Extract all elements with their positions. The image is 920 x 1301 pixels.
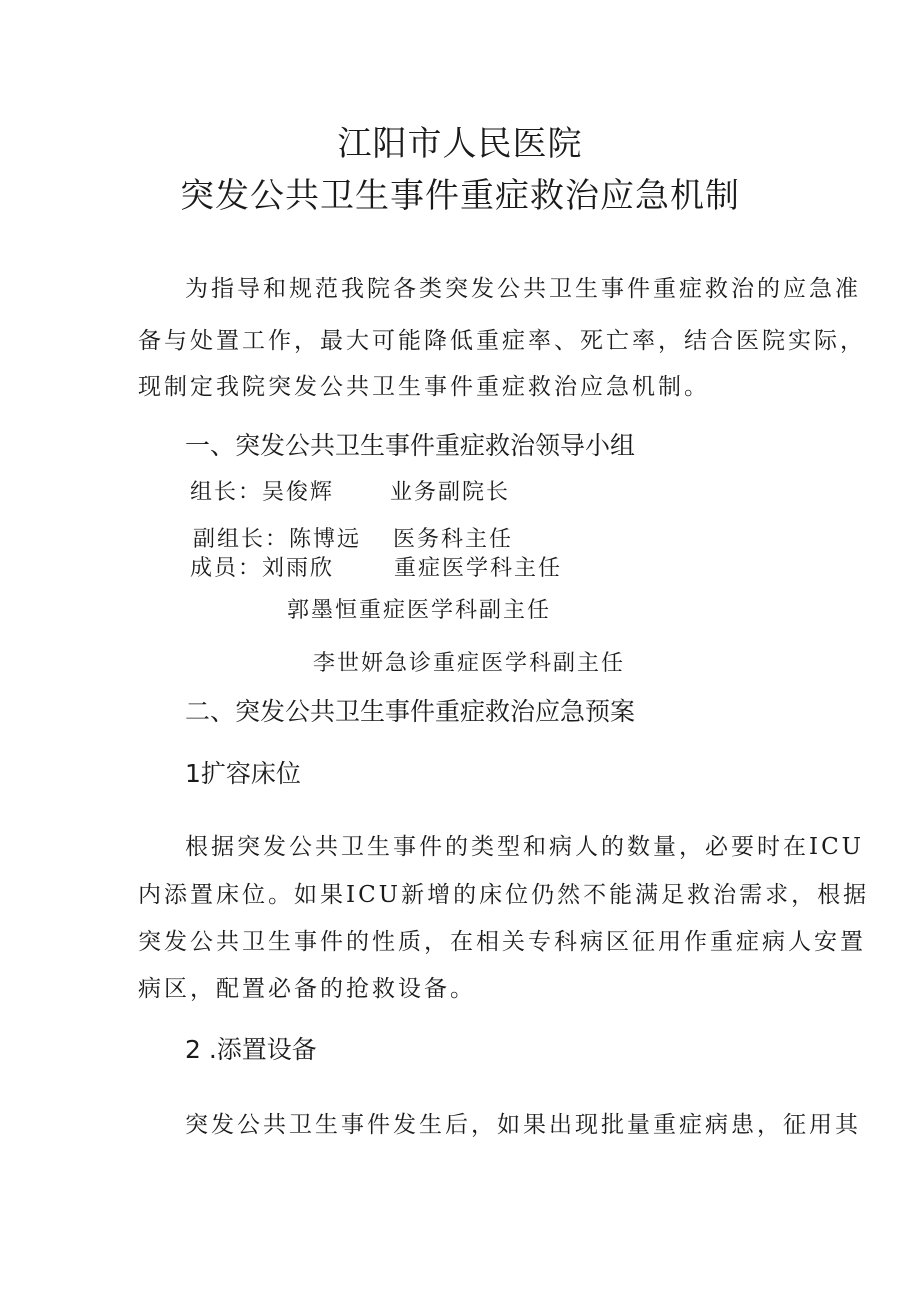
member-row — [190, 475, 710, 506]
member-role: 医务科主任 — [393, 527, 514, 552]
member-name: 副组长：陈博远 — [193, 527, 362, 552]
member-row — [193, 522, 713, 553]
member-name: 成员：刘雨欣 — [190, 556, 335, 581]
paragraph-line: 内添置床位。如果ICU新增的床位仍然不能满足救治需求，根据 — [138, 882, 870, 908]
paragraph-line: 病区，配置必备的抢救设备。 — [138, 976, 476, 1002]
subsection1-heading: 1扩容床位 — [185, 759, 301, 788]
intro-line: 现制定我院突发公共卫生事件重症救治应急机制。 — [138, 374, 710, 400]
intro-line: 为指导和规范我院各类突发公共卫生事件重症救治的应急准 — [185, 276, 861, 302]
paragraph-line: 根据突发公共卫生事件的类型和病人的数量，必要时在ICU — [185, 834, 865, 860]
member-name: 组长：吴俊辉 — [190, 480, 335, 505]
section1-heading: 一、突发公共卫生事件重症救治领导小组 — [185, 431, 636, 460]
paragraph-line: 突发公共卫生事件的性质，在相关专科病区征用作重症病人安置 — [138, 929, 866, 955]
section2-heading: 二、突发公共卫生事件重症救治应急预案 — [185, 697, 636, 726]
member-row: 郭墨恒重症医学科副主任 — [287, 598, 552, 623]
paragraph-line: 突发公共卫生事件发生后，如果出现批量重症病患，征用其 — [185, 1112, 861, 1138]
intro-line: 备与处置工作，最大可能降低重症率、死亡率，结合医院实际， — [138, 328, 866, 354]
member-row: 李世妍急诊重症医学科副主任 — [313, 651, 626, 676]
member-role: 业务副院长 — [390, 480, 511, 505]
document-title-mechanism: 突发公共卫生事件重症救治应急机制 — [180, 176, 740, 216]
member-role: 重症医学科主任 — [394, 556, 563, 581]
document-title-hospital: 江阳市人民医院 — [337, 124, 583, 164]
subsection2-heading: 2 .添置设备 — [185, 1035, 317, 1064]
member-row — [190, 551, 710, 582]
